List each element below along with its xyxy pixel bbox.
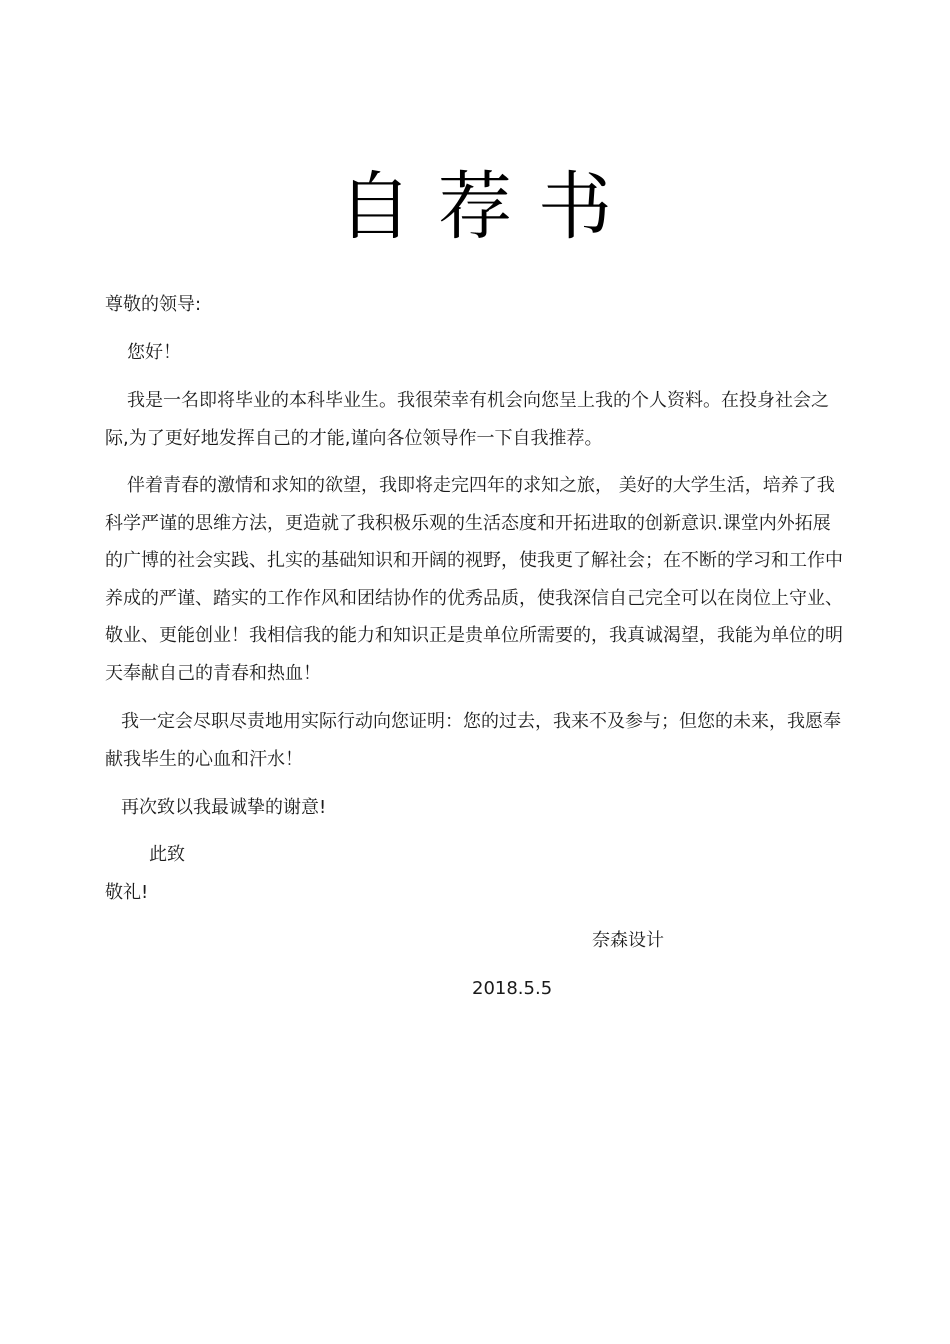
paragraph-qualifications: 伴着青春的激情和求知的欲望，我即将走完四年的求知之旅， 美好的大学生活，培养了我科学严谨的思维方法，更造就了我积极乐观的生活态度和开拓进取的创新意识.课堂内外拓展的广博的社会实践、扎实的基础知识和开阔的视野，使我更了解社会；在不断的学习和工作中养成的严谨、踏实的工作作风和团结协作的优秀品质，使我深信自己完全可以在岗位上守业、敬业、更能创业！我相信我的能力和知识正是贵单位所需要的，我真诚渴望，我能为单位的明天奉献自己的青春和热血！	[105, 475, 843, 684]
closing-line-1: 此致	[149, 844, 185, 865]
closing-line-2: 敬礼!	[105, 882, 149, 903]
paragraph-thanks: 再次致以我最诚挚的谢意!	[121, 797, 327, 818]
date-text: 2018.5.5	[472, 978, 553, 999]
paragraph-introduction: 我是一名即将毕业的本科毕业生。我很荣幸有机会向您呈上我的个人资料。在投身社会之际,为了更好地发挥自己的才能,谨向各位领导作一下自我推荐。	[105, 390, 829, 449]
greeting: 您好！	[127, 342, 181, 363]
signature-name: 奈森设计	[592, 930, 664, 951]
paragraph-commitment: 我一定会尽职尽责地用实际行动向您证明：您的过去，我来不及参与；但您的未来，我愿奉献我毕生的心血和汗水！	[105, 711, 841, 770]
document-title: 自荐书	[338, 164, 638, 250]
salutation: 尊敬的领导:	[105, 294, 202, 315]
